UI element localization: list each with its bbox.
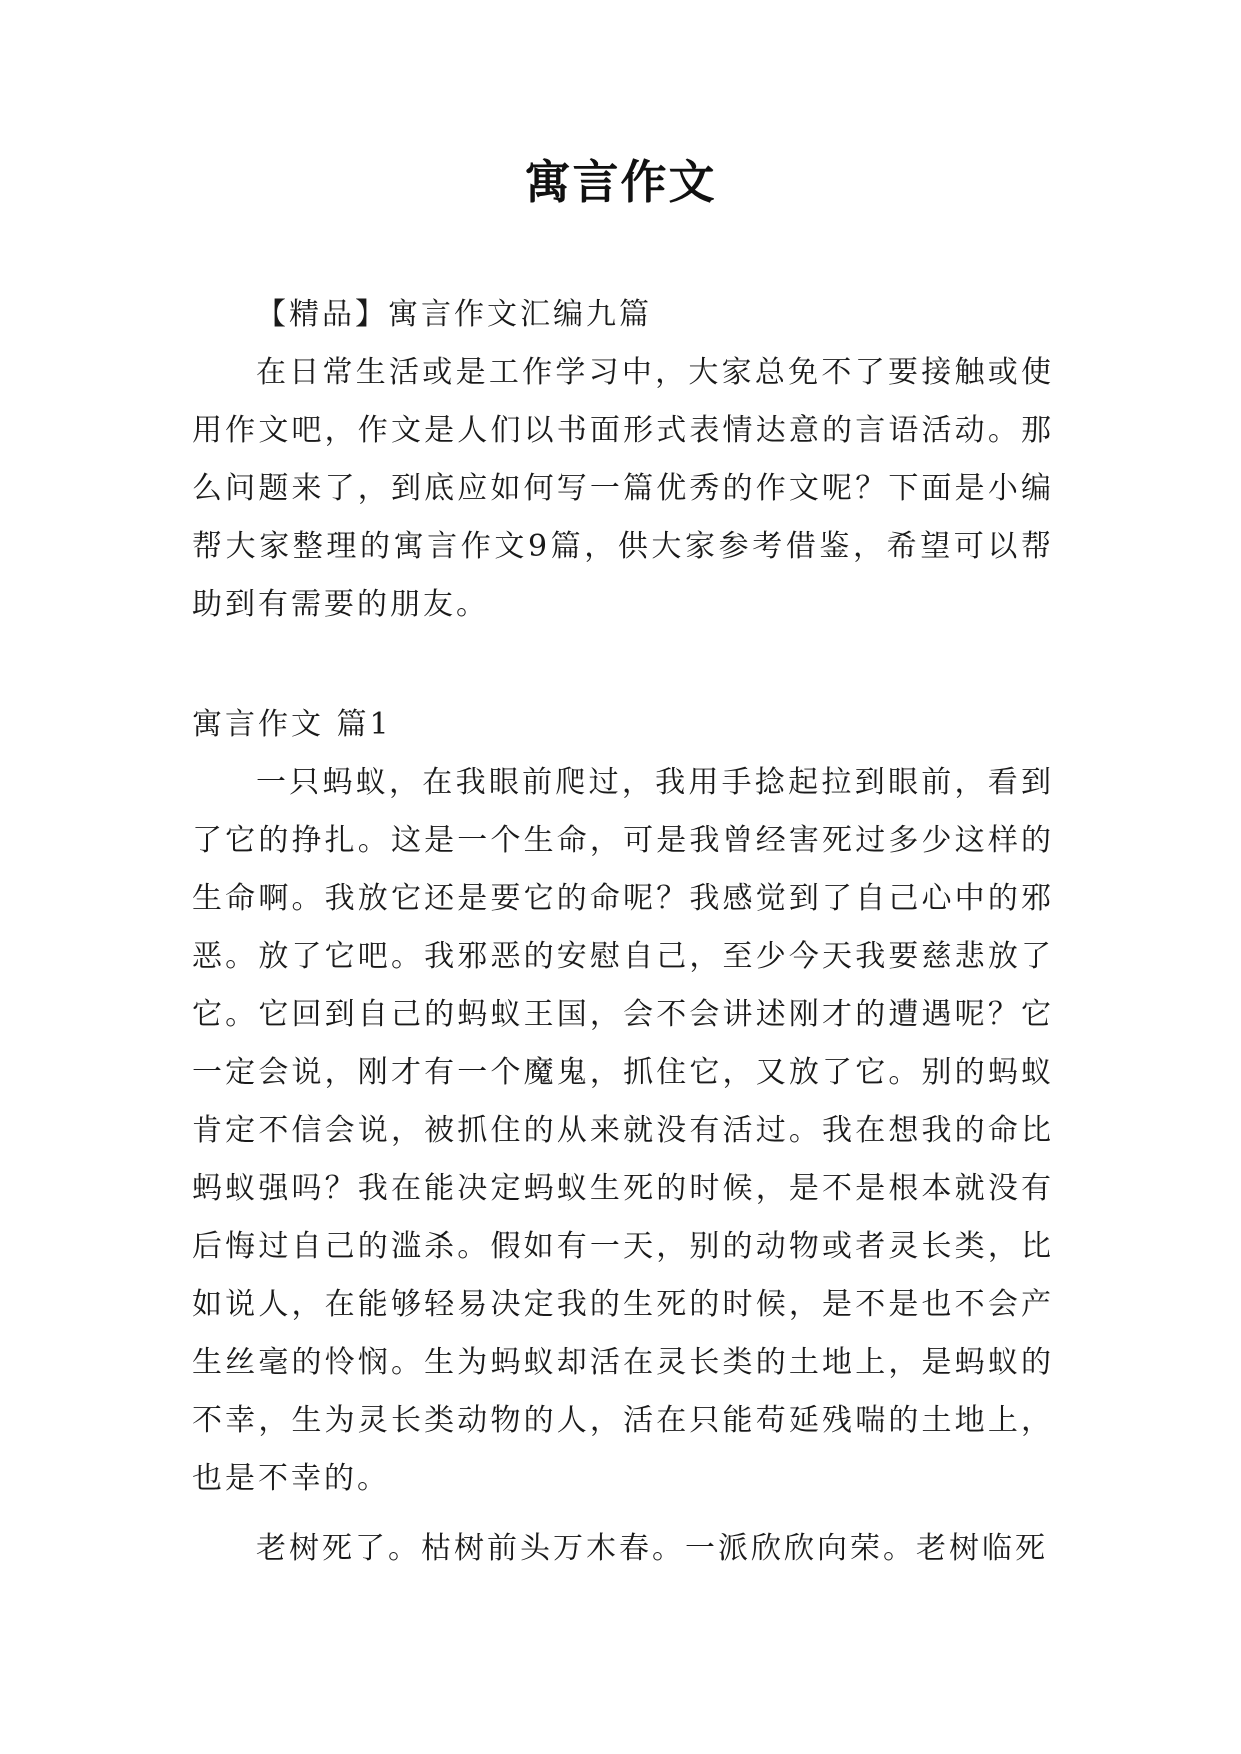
intro-block [192,286,1054,634]
section-paragraph: 一只蚂蚁，在我眼前爬过，我用手捻起拉到眼前，看到了它的挣扎。这是一个生命，可是我曾经害死过多少这样的生命啊。我放它还是要它的命呢？我感觉到了自己心中的邪恶。放了它吧。我邪恶的安慰自己，至少今天我要慈悲放了它。它回到自己的蚂蚁王国，会不会讲述刚才的遭遇呢？它一定会说，刚才有一个魔鬼，抓住它，又放了它。别的蚂蚁肯定不信会说，被抓住的从来就没有活过。我在想我的命比蚂蚁强吗？我在能决定蚂蚁生死的时候，是不是根本就没有后悔过自己的滥杀。假如有一天，别的动物或者灵长类，比如说人，在能够轻易决定我的生死的时候，是不是也不会产生丝毫的怜悯。生为蚂蚁却活在灵长类的土地上，是蚂蚁的不幸，生为灵长类动物的人，活在只能苟延残喘的土地上，也是不幸的。 [192,765,1054,1496]
intro-line: 【精品】寓言作文汇编九篇 [256,297,652,332]
intro-paragraph: 在日常生活或是工作学习中，大家总免不了要接触或使用作文吧，作文是人们以书面形式表情达意的言语活动。那么问题来了，到底应如何写一篇优秀的作文呢？下面是小编帮大家整理的寓言作文9篇，供大家参考借鉴，希望可以帮助到有需要的朋友。 [192,355,1054,622]
section-heading: 寓言作文 篇1 [192,707,392,742]
document-title: 寓言作文 [524,155,717,209]
section-body [192,754,1054,1578]
section-paragraph: 老树死了。枯树前头万木春。一派欣欣向荣。老树临死 [256,1531,1048,1566]
